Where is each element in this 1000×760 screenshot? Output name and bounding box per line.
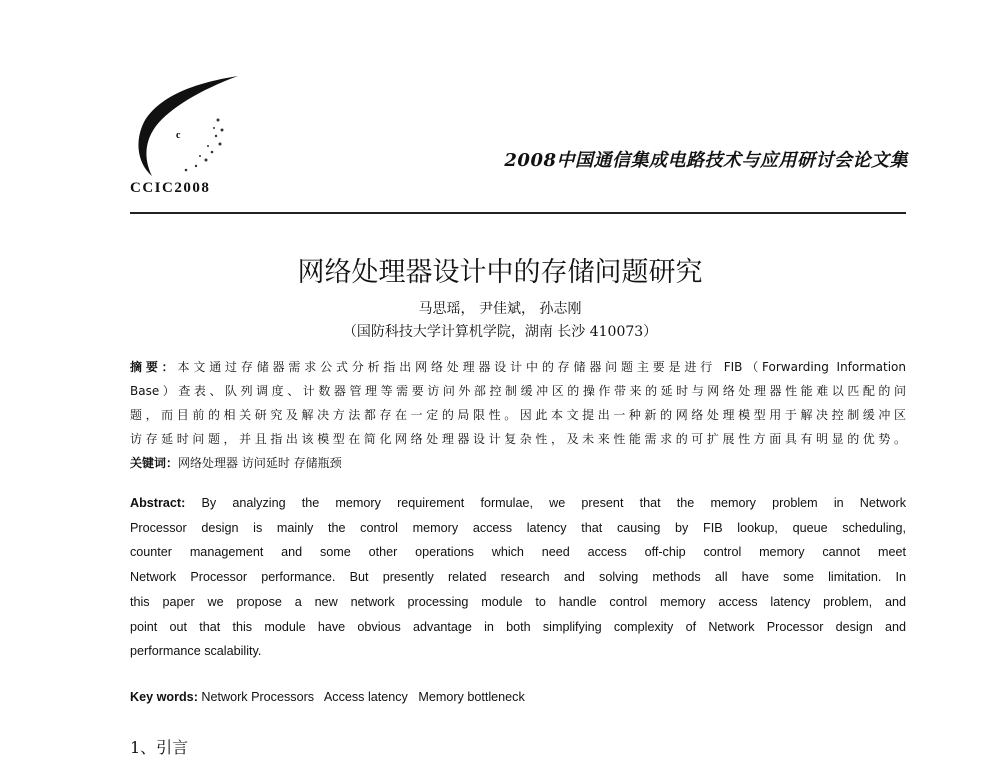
abstract-cn-label: 摘要： [130, 360, 178, 374]
abstract-en-line: point out that this module have obvious advantage in both simplifying complexity of Network Processor design and [130, 620, 906, 634]
abstract-en-line: performance scalability. [130, 644, 262, 658]
conference-title: 2008中国通信集成电路技术与应用研讨会论文集 [504, 150, 908, 171]
abstract-en-line: counter management and some other operations which need access off-chip control memory cannot meet [130, 545, 906, 559]
keywords-en: Key words: Network Processors Access latency Memory bottleneck [130, 690, 525, 704]
abstract-cn-line: 摘要：本文通过存储器需求公式分析指出网络处理器设计中的存储器问题主要是进行 FIB（Forwarding Information [130, 360, 906, 374]
abstract-en-line: Abstract: By analyzing the memory requirement formulae, we present that the memory problem in Network [130, 496, 906, 510]
keywords-cn: 关键词：网络处理器 访问延时 存储瓶颈 [130, 456, 342, 470]
abstract-en-line: Network Processor performance. But presently related research and solving methods all have some limitation. In [130, 570, 906, 584]
abstract-en-label: Abstract: [130, 496, 186, 510]
abstract-cn-line: Base）查表、队列调度、计数器管理等需要访问外部控制缓冲区的操作带来的延时与网络处理器性能难以匹配的问 [130, 384, 906, 398]
authors: 马思瑶， 尹佳斌， 孙志刚 [418, 301, 582, 317]
ccic-logo-icon [130, 72, 240, 180]
abstract-en-line: this paper we propose a new network processing module to handle control memory access latency problem, and [130, 595, 906, 609]
abstract-cn-line: 题，而目前的相关研究及解决方法都存在一定的局限性。因此本文提出一种新的网络处理模型用于解决控制缓冲区 [130, 408, 906, 422]
abstract-cn-line: 访存延时问题，并且指出该模型在简化网络处理器设计复杂性，及未来性能需求的可扩展性方面具有明显的优势。 [130, 432, 906, 446]
svg-text:c: c [176, 130, 181, 141]
abstract-en-line: Processor design is mainly the control memory access latency that causing by FIB lookup, queue scheduling, [130, 521, 906, 535]
affiliation: （国防科技大学计算机学院，湖南 长沙 410073） [342, 324, 658, 340]
header-divider [130, 212, 906, 214]
logo-text: CCIC2008 [130, 180, 211, 196]
paper-title: 网络处理器设计中的存储问题研究 [297, 257, 703, 288]
section-heading: 1、引言 [130, 738, 189, 757]
